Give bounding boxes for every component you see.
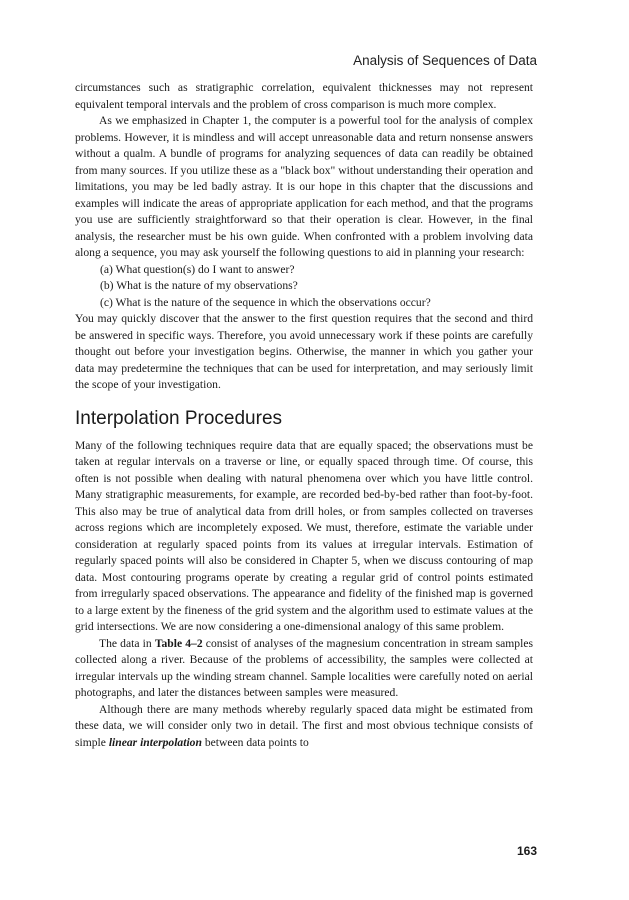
question-item: (a) What question(s) do I want to answer?: [100, 262, 295, 276]
section-paragraph-table-data: [75, 636, 533, 702]
text-run: Although there are many methods whereby regularly spaced data might be estimated from these data, we will consider only two in detail. The first and most obvious technique consists of simple: [75, 702, 533, 749]
question-item: (c) What is the nature of the sequence in which the observations occur?: [100, 295, 431, 309]
intro-paragraph-continued: circumstances such as stratigraphic correlation, equivalent thicknesses may not represent equivalent temporal intervals and the problem of cross comparison is much more complex.: [75, 81, 533, 111]
page-number: 163: [516, 844, 537, 858]
text-run: between data points to: [201, 735, 309, 749]
intro-paragraph-planning: You may quickly discover that the answer to the first question requires that the second and third be answered in specific ways. Therefore, you avoid unnecessary work if these points are carefully thought out before your investigation begins. Otherwise, the manner in which you gather your data may predetermine the techniques that can be used for interpretation, and may seriously limit the scope of your investigation.: [75, 312, 533, 391]
intro-paragraph-computer: As we emphasized in Chapter 1, the computer is a powerful tool for the analysis of complex problems. However, it is mindless and will accept unreasonable data and return nonsense answers without a qualm. A bundle of programs for analyzing sequences of data can readily be obtained from many sources. If you utilize these as a "black box" without understanding their operation and limitations, you may be led badly astray. It is our hope in this chapter that the discussions and examples will indicate the areas of appropriate application for each method, and that the programs you use are sufficiently straightforward so that their operation is clear. However, in the final analysis, the researcher must be his own guide. When confronted with a problem involving data along a sequence, you may ask yourself the following questions to aid in planning your research:: [75, 114, 533, 259]
running-head: Analysis of Sequences of Data: [353, 53, 537, 68]
question-list: [75, 262, 533, 312]
key-term: linear interpolation: [108, 735, 202, 749]
section-paragraph-methods: [75, 702, 533, 752]
text-run: consist of analyses of the magnesium concentration in stream samples collected along a river. Because of the problems of accessibility, the samples were collected at irregular intervals up the winding stream channel. Sample localities were carefully noted on aerial photographs, and later the distances between samples were measured.: [75, 636, 533, 699]
page-body: [75, 80, 533, 751]
table-reference: Table 4–2: [154, 636, 203, 650]
section-paragraph-equal-spacing: Many of the following techniques require data that are equally spaced; the observations must be taken at regular intervals on a traverse or line, or equally spaced through time. Of course, this often is not possible when dealing with natural phenomena over which you have little control. Many stratigraphic measurements, for example, are recorded bed-by-bed rather than foot-by-foot. This also may be true of analytical data from drill holes, or from samples collected on traverses across regions which are incompletely exposed. We must, therefore, estimate the variable under consideration at regularly spaced points from its values at irregular intervals. Estimation of regularly spaced points will also be considered in Chapter 5, when we discuss contouring of map data. Most contouring programs operate by creating a regular grid of control points estimated from irregularly spaced observations. The appearance and fidelity of the finished map is governed to a large extent by the fineness of the grid system and the algorithm used to estimate values at the grid intersections. We are now considering a one-dimensional analogy of this same problem.: [75, 438, 533, 633]
question-item: (b) What is the nature of my observations?: [100, 279, 298, 292]
text-run: The data in: [99, 636, 155, 650]
section-heading: Interpolation Procedures: [75, 407, 283, 429]
